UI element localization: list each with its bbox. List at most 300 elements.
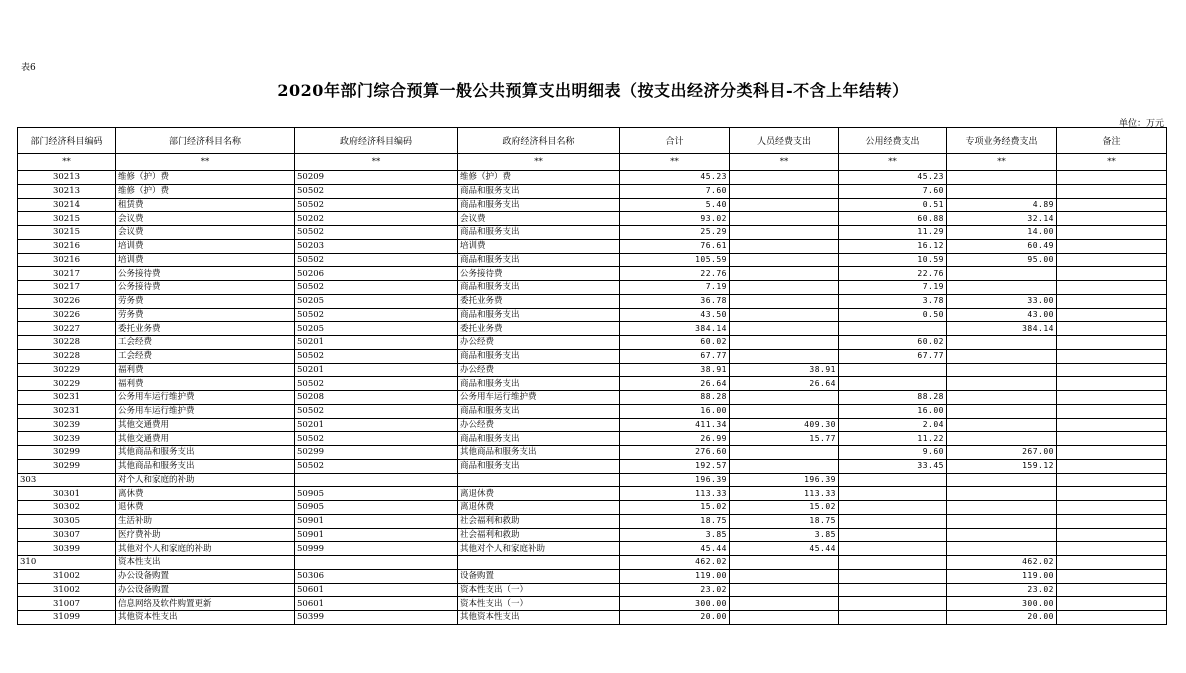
gov-name-cell: 离退休费 — [458, 501, 620, 515]
dept-name-cell: 资本性支出 — [116, 556, 295, 570]
public-cell: 60.88 — [839, 212, 947, 226]
personnel-cell: 38.91 — [730, 363, 839, 377]
column-header: 政府经济科目编码 — [295, 128, 458, 154]
table-row — [18, 459, 1167, 473]
dept-name-cell: 离休费 — [116, 487, 295, 501]
table-row — [18, 336, 1167, 350]
gov-code-cell: 50502 — [295, 349, 458, 363]
table-row — [18, 281, 1167, 295]
subheader-cell: ** — [18, 154, 116, 171]
dept-name-cell: 其他商品和服务支出 — [116, 459, 295, 473]
subheader-cell: ** — [295, 154, 458, 171]
gov-name-cell: 社会福利和救助 — [458, 514, 620, 528]
dept-code-cell: 30226 — [18, 308, 116, 322]
note-cell — [1057, 322, 1167, 336]
dept-name-cell: 委托业务费 — [116, 322, 295, 336]
table-row — [18, 611, 1167, 625]
table-row — [18, 377, 1167, 391]
total-cell: 26.99 — [620, 432, 730, 446]
personnel-cell — [730, 184, 839, 198]
table-row — [18, 514, 1167, 528]
gov-name-cell: 办公经费 — [458, 418, 620, 432]
special-cell: 159.12 — [947, 459, 1057, 473]
public-cell: 2.04 — [839, 418, 947, 432]
special-cell: 20.00 — [947, 611, 1057, 625]
special-cell — [947, 281, 1057, 295]
public-cell — [839, 556, 947, 570]
dept-name-cell: 培训费 — [116, 253, 295, 267]
note-cell — [1057, 569, 1167, 583]
dept-name-cell: 其他交通费用 — [116, 432, 295, 446]
public-cell — [839, 473, 947, 487]
dept-code-cell: 30217 — [18, 281, 116, 295]
dept-name-cell: 医疗费补助 — [116, 528, 295, 542]
special-cell: 119.00 — [947, 569, 1057, 583]
personnel-cell — [730, 267, 839, 281]
note-cell — [1057, 349, 1167, 363]
public-cell — [839, 501, 947, 515]
gov-name-cell: 维修（护）费 — [458, 171, 620, 185]
note-cell — [1057, 198, 1167, 212]
public-cell — [839, 542, 947, 556]
note-cell — [1057, 294, 1167, 308]
dept-code-cell: 30215 — [18, 226, 116, 240]
column-header: 公用经费支出 — [839, 128, 947, 154]
gov-name-cell: 商品和服务支出 — [458, 349, 620, 363]
unit-label: 单位：万元 — [1118, 119, 1164, 129]
total-cell: 7.19 — [620, 281, 730, 295]
public-cell: 10.59 — [839, 253, 947, 267]
gov-code-cell: 50209 — [295, 171, 458, 185]
dept-name-cell: 维修（护）费 — [116, 171, 295, 185]
total-cell: 7.60 — [620, 184, 730, 198]
personnel-cell — [730, 294, 839, 308]
table-row — [18, 501, 1167, 515]
public-cell: 88.28 — [839, 391, 947, 405]
dept-name-cell: 劳务费 — [116, 294, 295, 308]
dept-name-cell: 工会经费 — [116, 336, 295, 350]
gov-name-cell — [458, 556, 620, 570]
gov-code-cell: 50399 — [295, 611, 458, 625]
note-cell — [1057, 446, 1167, 460]
column-header: 政府经济科目名称 — [458, 128, 620, 154]
gov-code-cell: 50208 — [295, 391, 458, 405]
dept-code-cell: 30239 — [18, 418, 116, 432]
dept-name-cell: 其他商品和服务支出 — [116, 446, 295, 460]
gov-code-cell: 50502 — [295, 226, 458, 240]
table-number: 表6 — [21, 63, 36, 73]
note-cell — [1057, 556, 1167, 570]
gov-code-cell — [295, 556, 458, 570]
note-cell — [1057, 473, 1167, 487]
personnel-cell — [730, 239, 839, 253]
gov-code-cell: 50201 — [295, 418, 458, 432]
total-cell: 76.61 — [620, 239, 730, 253]
special-cell: 23.02 — [947, 583, 1057, 597]
table-row — [18, 267, 1167, 281]
total-cell: 113.33 — [620, 487, 730, 501]
gov-code-cell: 50502 — [295, 377, 458, 391]
special-cell — [947, 528, 1057, 542]
dept-code-cell: 30216 — [18, 253, 116, 267]
gov-name-cell: 公务用车运行维护费 — [458, 391, 620, 405]
note-cell — [1057, 336, 1167, 350]
dept-name-cell: 福利费 — [116, 377, 295, 391]
subheader-row — [18, 154, 1167, 171]
column-header: 人员经费支出 — [730, 128, 839, 154]
dept-code-cell: 31002 — [18, 569, 116, 583]
special-cell — [947, 432, 1057, 446]
gov-name-cell: 会议费 — [458, 212, 620, 226]
table-row — [18, 294, 1167, 308]
note-cell — [1057, 432, 1167, 446]
gov-code-cell: 50999 — [295, 542, 458, 556]
table-row — [18, 418, 1167, 432]
gov-name-cell: 培训费 — [458, 239, 620, 253]
public-cell — [839, 583, 947, 597]
note-cell — [1057, 212, 1167, 226]
total-cell: 93.02 — [620, 212, 730, 226]
dept-name-cell: 劳务费 — [116, 308, 295, 322]
dept-code-cell: 30231 — [18, 404, 116, 418]
total-cell: 23.02 — [620, 583, 730, 597]
column-header: 备注 — [1057, 128, 1167, 154]
dept-name-cell: 其他资本性支出 — [116, 611, 295, 625]
personnel-cell — [730, 569, 839, 583]
gov-code-cell: 50601 — [295, 597, 458, 611]
total-cell: 18.75 — [620, 514, 730, 528]
note-cell — [1057, 487, 1167, 501]
table-row — [18, 363, 1167, 377]
note-cell — [1057, 363, 1167, 377]
personnel-cell — [730, 391, 839, 405]
gov-name-cell: 委托业务费 — [458, 322, 620, 336]
table-row — [18, 184, 1167, 198]
total-cell: 43.50 — [620, 308, 730, 322]
personnel-cell — [730, 597, 839, 611]
subheader-cell: ** — [839, 154, 947, 171]
gov-name-cell: 设备购置 — [458, 569, 620, 583]
gov-name-cell: 商品和服务支出 — [458, 377, 620, 391]
total-cell: 196.39 — [620, 473, 730, 487]
note-cell — [1057, 377, 1167, 391]
expenditure-table — [17, 127, 1167, 625]
gov-name-cell: 商品和服务支出 — [458, 253, 620, 267]
subheader-cell: ** — [1057, 154, 1167, 171]
gov-code-cell: 50205 — [295, 294, 458, 308]
public-cell — [839, 514, 947, 528]
dept-name-cell: 信息网络及软件购置更新 — [116, 597, 295, 611]
dept-code-cell: 30227 — [18, 322, 116, 336]
note-cell — [1057, 514, 1167, 528]
note-cell — [1057, 308, 1167, 322]
dept-code-cell: 30213 — [18, 171, 116, 185]
table-row — [18, 226, 1167, 240]
table-row — [18, 487, 1167, 501]
table-row — [18, 322, 1167, 336]
dept-code-cell: 30229 — [18, 377, 116, 391]
total-cell: 5.40 — [620, 198, 730, 212]
total-cell: 25.29 — [620, 226, 730, 240]
personnel-cell: 3.85 — [730, 528, 839, 542]
total-cell: 192.57 — [620, 459, 730, 473]
dept-code-cell: 30217 — [18, 267, 116, 281]
note-cell — [1057, 184, 1167, 198]
gov-code-cell: 50206 — [295, 267, 458, 281]
gov-code-cell: 50905 — [295, 501, 458, 515]
gov-code-cell: 50901 — [295, 514, 458, 528]
special-cell: 384.14 — [947, 322, 1057, 336]
gov-code-cell: 50502 — [295, 253, 458, 267]
dept-code-cell: 30239 — [18, 432, 116, 446]
public-cell: 7.19 — [839, 281, 947, 295]
table-row — [18, 569, 1167, 583]
dept-name-cell: 其他交通费用 — [116, 418, 295, 432]
table-row — [18, 446, 1167, 460]
public-cell — [839, 487, 947, 501]
table-row — [18, 542, 1167, 556]
gov-name-cell: 商品和服务支出 — [458, 308, 620, 322]
gov-code-cell: 50502 — [295, 308, 458, 322]
gov-code-cell: 50502 — [295, 459, 458, 473]
dept-code-cell: 30228 — [18, 349, 116, 363]
dept-name-cell: 办公设备购置 — [116, 583, 295, 597]
total-cell: 88.28 — [620, 391, 730, 405]
dept-code-cell: 31007 — [18, 597, 116, 611]
special-cell — [947, 349, 1057, 363]
special-cell — [947, 514, 1057, 528]
gov-code-cell: 50205 — [295, 322, 458, 336]
gov-name-cell: 资本性支出（一） — [458, 583, 620, 597]
personnel-cell: 45.44 — [730, 542, 839, 556]
total-cell: 36.78 — [620, 294, 730, 308]
gov-code-cell: 50601 — [295, 583, 458, 597]
table-group-row — [18, 473, 1167, 487]
note-cell — [1057, 542, 1167, 556]
personnel-cell — [730, 308, 839, 322]
dept-code-cell: 30301 — [18, 487, 116, 501]
special-cell — [947, 487, 1057, 501]
gov-code-cell: 50502 — [295, 404, 458, 418]
dept-code-cell: 30228 — [18, 336, 116, 350]
dept-name-cell: 生活补助 — [116, 514, 295, 528]
note-cell — [1057, 391, 1167, 405]
column-header: 合计 — [620, 128, 730, 154]
gov-code-cell: 50299 — [295, 446, 458, 460]
gov-name-cell: 资本性支出（一） — [458, 597, 620, 611]
table-row — [18, 171, 1167, 185]
table-row — [18, 198, 1167, 212]
gov-name-cell: 离退休费 — [458, 487, 620, 501]
total-cell: 22.76 — [620, 267, 730, 281]
table-row — [18, 404, 1167, 418]
special-cell: 43.00 — [947, 308, 1057, 322]
note-cell — [1057, 597, 1167, 611]
total-cell: 462.02 — [620, 556, 730, 570]
personnel-cell: 113.33 — [730, 487, 839, 501]
public-cell: 0.51 — [839, 198, 947, 212]
table-row — [18, 597, 1167, 611]
dept-name-cell: 工会经费 — [116, 349, 295, 363]
column-header: 部门经济科目名称 — [116, 128, 295, 154]
total-cell: 45.23 — [620, 171, 730, 185]
gov-name-cell: 商品和服务支出 — [458, 184, 620, 198]
dept-name-cell: 退休费 — [116, 501, 295, 515]
public-cell: 16.00 — [839, 404, 947, 418]
special-cell — [947, 363, 1057, 377]
gov-name-cell: 商品和服务支出 — [458, 404, 620, 418]
personnel-cell: 409.30 — [730, 418, 839, 432]
dept-name-cell: 租赁费 — [116, 198, 295, 212]
public-cell: 33.45 — [839, 459, 947, 473]
gov-name-cell: 商品和服务支出 — [458, 281, 620, 295]
total-cell: 45.44 — [620, 542, 730, 556]
gov-code-cell — [295, 473, 458, 487]
public-cell — [839, 569, 947, 583]
dept-name-cell: 维修（护）费 — [116, 184, 295, 198]
total-cell: 16.00 — [620, 404, 730, 418]
personnel-cell — [730, 322, 839, 336]
gov-code-cell: 50502 — [295, 198, 458, 212]
personnel-cell — [730, 226, 839, 240]
special-cell: 60.49 — [947, 239, 1057, 253]
public-cell — [839, 377, 947, 391]
note-cell — [1057, 253, 1167, 267]
document-title: 2020年部门综合预算一般公共预算支出明细表（按支出经济分类科目-不含上年结转） — [277, 81, 909, 100]
gov-name-cell: 公务接待费 — [458, 267, 620, 281]
gov-name-cell: 委托业务费 — [458, 294, 620, 308]
public-cell — [839, 597, 947, 611]
table-row — [18, 239, 1167, 253]
special-cell: 32.14 — [947, 212, 1057, 226]
special-cell — [947, 391, 1057, 405]
dept-name-cell: 会议费 — [116, 212, 295, 226]
note-cell — [1057, 171, 1167, 185]
total-cell: 38.91 — [620, 363, 730, 377]
personnel-cell — [730, 349, 839, 363]
personnel-cell — [730, 198, 839, 212]
dept-name-cell: 公务接待费 — [116, 267, 295, 281]
special-cell — [947, 404, 1057, 418]
dept-code-cell: 30214 — [18, 198, 116, 212]
dept-code-cell: 30399 — [18, 542, 116, 556]
table-group-row — [18, 556, 1167, 570]
total-cell: 105.59 — [620, 253, 730, 267]
special-cell — [947, 184, 1057, 198]
dept-code-cell: 30302 — [18, 501, 116, 515]
gov-name-cell: 商品和服务支出 — [458, 226, 620, 240]
gov-name-cell: 商品和服务支出 — [458, 198, 620, 212]
total-cell: 26.64 — [620, 377, 730, 391]
column-header: 部门经济科目编码 — [18, 128, 116, 154]
total-cell: 300.00 — [620, 597, 730, 611]
dept-name-cell: 培训费 — [116, 239, 295, 253]
note-cell — [1057, 459, 1167, 473]
total-cell: 119.00 — [620, 569, 730, 583]
dept-code-cell: 310 — [18, 556, 116, 570]
note-cell — [1057, 239, 1167, 253]
dept-name-cell: 对个人和家庭的补助 — [116, 473, 295, 487]
gov-name-cell: 其他商品和服务支出 — [458, 446, 620, 460]
dept-name-cell: 办公设备购置 — [116, 569, 295, 583]
table-row — [18, 583, 1167, 597]
special-cell — [947, 542, 1057, 556]
special-cell — [947, 473, 1057, 487]
public-cell — [839, 322, 947, 336]
gov-code-cell: 50306 — [295, 569, 458, 583]
special-cell — [947, 336, 1057, 350]
personnel-cell — [730, 281, 839, 295]
dept-code-cell: 30299 — [18, 446, 116, 460]
gov-name-cell: 社会福利和救助 — [458, 528, 620, 542]
special-cell — [947, 267, 1057, 281]
personnel-cell — [730, 459, 839, 473]
personnel-cell — [730, 212, 839, 226]
special-cell — [947, 501, 1057, 515]
personnel-cell — [730, 253, 839, 267]
gov-code-cell: 50203 — [295, 239, 458, 253]
personnel-cell — [730, 611, 839, 625]
gov-name-cell — [458, 473, 620, 487]
special-cell — [947, 418, 1057, 432]
special-cell: 95.00 — [947, 253, 1057, 267]
gov-code-cell: 50901 — [295, 528, 458, 542]
special-cell: 14.00 — [947, 226, 1057, 240]
subheader-cell: ** — [116, 154, 295, 171]
gov-name-cell: 商品和服务支出 — [458, 432, 620, 446]
total-cell: 67.77 — [620, 349, 730, 363]
public-cell — [839, 363, 947, 377]
dept-code-cell: 30226 — [18, 294, 116, 308]
table-row — [18, 253, 1167, 267]
personnel-cell — [730, 336, 839, 350]
public-cell: 67.77 — [839, 349, 947, 363]
special-cell: 267.00 — [947, 446, 1057, 460]
public-cell: 9.60 — [839, 446, 947, 460]
total-cell: 384.14 — [620, 322, 730, 336]
special-cell: 33.00 — [947, 294, 1057, 308]
gov-code-cell: 50202 — [295, 212, 458, 226]
dept-name-cell: 公务用车运行维护费 — [116, 404, 295, 418]
subheader-cell: ** — [620, 154, 730, 171]
public-cell: 16.12 — [839, 239, 947, 253]
special-cell: 462.02 — [947, 556, 1057, 570]
dept-name-cell: 公务接待费 — [116, 281, 295, 295]
public-cell: 45.23 — [839, 171, 947, 185]
dept-code-cell: 30213 — [18, 184, 116, 198]
public-cell: 0.50 — [839, 308, 947, 322]
gov-name-cell: 商品和服务支出 — [458, 459, 620, 473]
personnel-cell — [730, 446, 839, 460]
note-cell — [1057, 583, 1167, 597]
total-cell: 411.34 — [620, 418, 730, 432]
note-cell — [1057, 404, 1167, 418]
personnel-cell — [730, 556, 839, 570]
special-cell: 4.89 — [947, 198, 1057, 212]
personnel-cell — [730, 171, 839, 185]
dept-code-cell: 31002 — [18, 583, 116, 597]
total-cell: 276.60 — [620, 446, 730, 460]
public-cell: 3.78 — [839, 294, 947, 308]
table-row — [18, 308, 1167, 322]
column-header: 专项业务经费支出 — [947, 128, 1057, 154]
public-cell: 60.02 — [839, 336, 947, 350]
public-cell: 11.22 — [839, 432, 947, 446]
total-cell: 20.00 — [620, 611, 730, 625]
public-cell — [839, 528, 947, 542]
note-cell — [1057, 281, 1167, 295]
gov-name-cell: 其他对个人和家庭补助 — [458, 542, 620, 556]
